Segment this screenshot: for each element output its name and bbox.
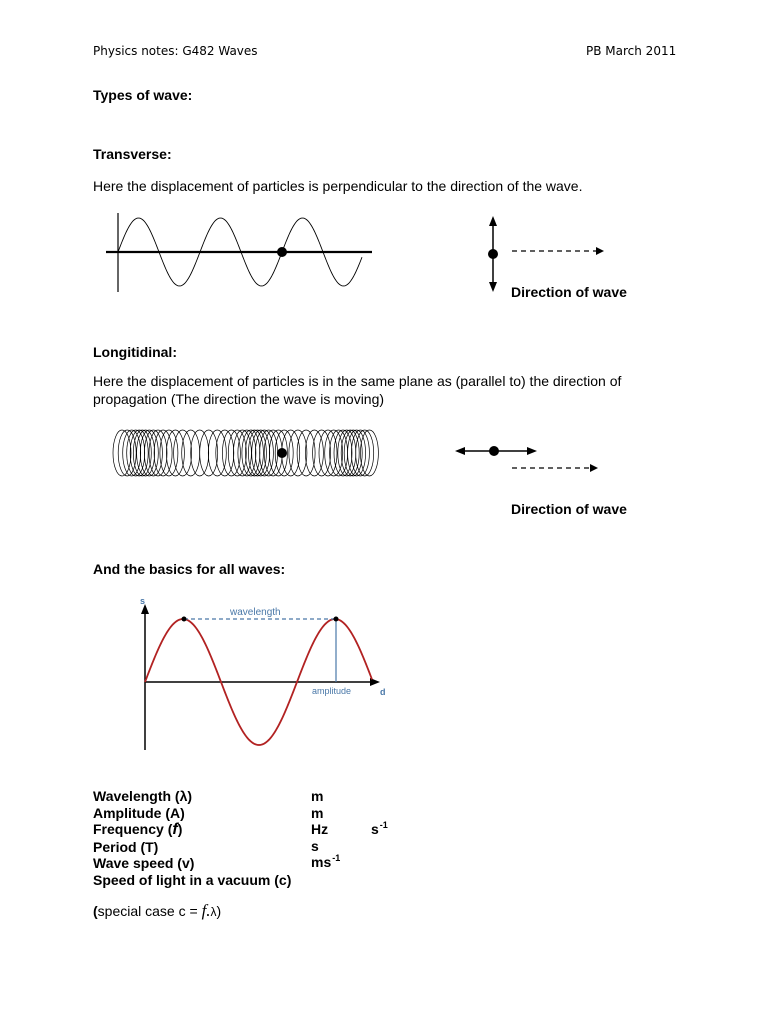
crest-point-1 [182,617,187,622]
quantity-name: Wavelength (λ) [93,788,193,804]
quantity-name: Speed of light in a vacuum (c) [93,871,292,888]
quantity-unit: m [311,788,324,804]
frequency-alt-unit: $s^{-1}$ [371,820,388,837]
transverse-heading: Transverse: [93,146,172,162]
amplitude-label: amplitude [312,686,352,696]
quantity-unit: Hz [311,821,329,837]
quantities-units [311,788,340,873]
quantity-unit: m [311,804,324,821]
quantities-names [93,788,291,888]
transverse-direction-label: Direction of wave [511,284,627,300]
quantity-name: Wave speed (v) [93,855,195,871]
crest-point-2 [334,617,339,622]
quantity-name: Frequency (f) [93,821,183,838]
types-heading: Types of wave: [93,87,193,103]
longitudinal-heading: Longitidinal: [93,344,177,360]
longitudinal-text-line2: propagation (The direction the wave is moving) [93,391,385,407]
quantity-unit: s [311,837,319,854]
basics-heading: And the basics for all waves: [93,561,286,577]
longitudinal-direction-label: Direction of wave [511,501,627,517]
basics-axis-y-label: s [140,596,146,606]
basics-axis-x-label: d [380,687,386,697]
special-case: (special case c = f.λ) [93,901,222,920]
transverse-text: Here the displacement of particles is perpendicular to the direction of the wave. [93,178,583,194]
quantity-name: Amplitude (A) [93,804,185,821]
quantity-unit: $ms^{-1}$ [311,853,341,870]
longitudinal-text-line1: Here the displacement of particles is in the same plane as (parallel to) the direction of [93,373,622,389]
header-right: PB March 2011 [586,44,677,58]
header-left: Physics notes: G482 Waves [93,44,258,58]
wavelength-label: wavelength [230,607,281,618]
quantity-name: Period (T) [93,838,159,855]
